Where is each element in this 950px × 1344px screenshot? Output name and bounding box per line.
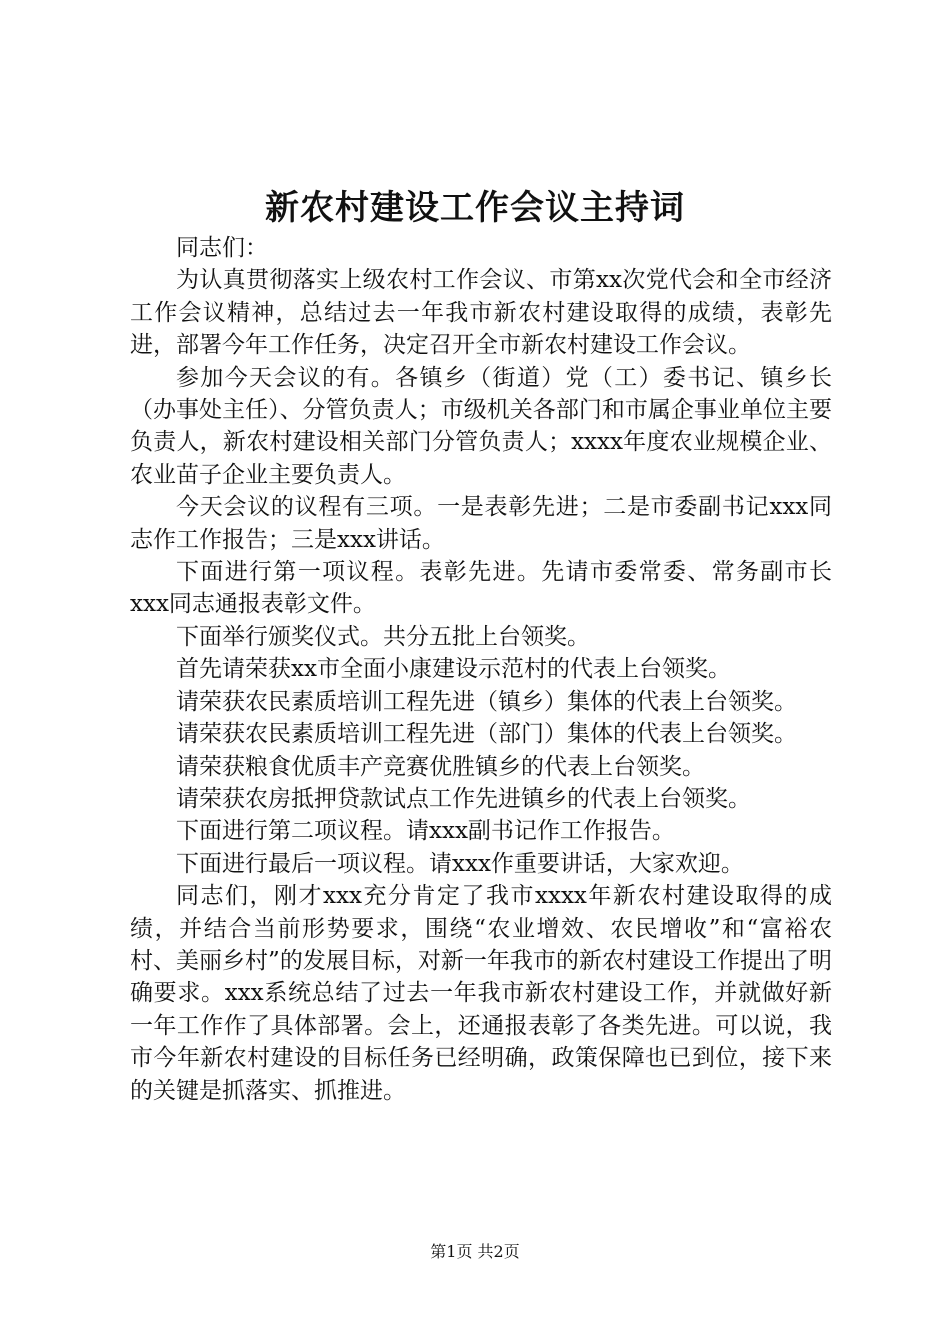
paragraph: 首先请荣获xx市全面小康建设示范村的代表上台领奖。 bbox=[176, 656, 731, 683]
paragraph: 参加今天会议的有。各镇乡（街道）党（工）委书记、镇乡长（办事处主任）、分管负责人；市级机关各部门和市属企事业单位主要负责人，新农村建设相关部门分管负责人；xxxx年度农业规模企业、农业苗子企业主要负责人。 bbox=[130, 364, 832, 488]
paragraph: 今天会议的议程有三项。一是表彰先进；二是市委副书记xxx同志作工作报告；三是xxx讲话。 bbox=[130, 494, 832, 553]
paragraph: 请荣获农房抵押贷款试点工作先进镇乡的代表上台领奖。 bbox=[176, 785, 751, 812]
paragraph: 下面进行第二项议程。请xxx副书记作工作报告。 bbox=[176, 818, 675, 845]
page-footer: 第1页 共2页 bbox=[430, 1242, 520, 1261]
paragraph: 下面进行最后一项议程。请xxx作重要讲话，大家欢迎。 bbox=[176, 850, 744, 877]
paragraph: 请荣获粮食优质丰产竞赛优胜镇乡的代表上台领奖。 bbox=[176, 753, 705, 780]
document-body bbox=[130, 232, 832, 1107]
paragraph: 同志们： bbox=[176, 235, 268, 261]
paragraph: 下面进行第一项议程。表彰先进。先请市委常委、常务副市长xxx同志通报表彰文件。 bbox=[130, 559, 832, 618]
document-title: 新农村建设工作会议主持词 bbox=[265, 188, 685, 228]
paragraph: 为认真贯彻落实上级农村工作会议、市第xx次党代会和全市经济工作会议精神，总结过去一年我市新农村建设取得的成绩，表彰先进，部署今年工作任务，决定召开全市新农村建设工作会议。 bbox=[130, 267, 832, 359]
paragraph: 同志们，刚才xxx充分肯定了我市xxxx年新农村建设取得的成绩，并结合当前形势要求，围绕“农业增效、农民增收”和“富裕农村、美丽乡村”的发展目标，对新一年我市的新农村建设工作提出了明确要求。xxx系统总结了过去一年我市新农村建设工作，并就做好新一年工作作了具体部署。会上，还通报表彰了各类先进。可以说，我市今年新农村建设的目标任务已经明确，政策保障也已到位，接下来的关键是抓落实、抓推进。 bbox=[130, 883, 832, 1104]
paragraph: 下面举行颁奖仪式。共分五批上台领奖。 bbox=[176, 623, 590, 650]
paragraph: 请荣获农民素质培训工程先进（部门）集体的代表上台领奖。 bbox=[176, 721, 797, 748]
paragraph: 请荣获农民素质培训工程先进（镇乡）集体的代表上台领奖。 bbox=[176, 688, 797, 715]
